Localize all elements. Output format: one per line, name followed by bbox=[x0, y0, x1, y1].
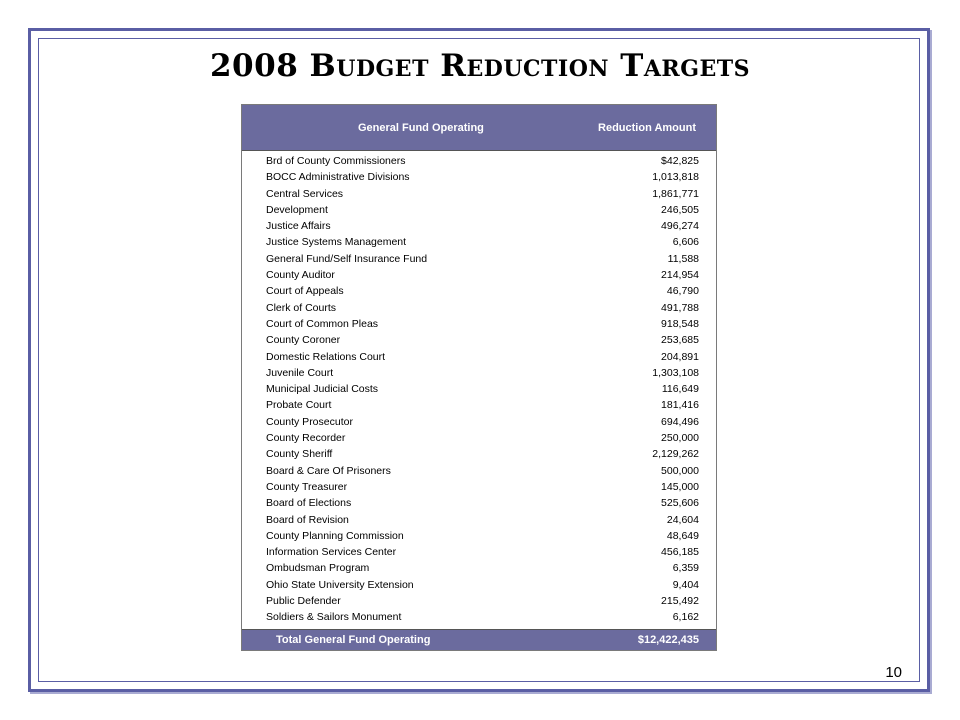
table-row bbox=[242, 397, 716, 413]
row-fund-name: Board of Revision bbox=[266, 513, 349, 526]
table-row bbox=[242, 512, 716, 528]
row-reduction-amount: $42,825 bbox=[661, 155, 699, 167]
row-reduction-amount: 24,604 bbox=[666, 513, 699, 526]
table-row bbox=[242, 577, 716, 593]
row-fund-name: County Planning Commission bbox=[266, 529, 404, 542]
page-number: 10 bbox=[885, 664, 902, 681]
row-fund-name: County Recorder bbox=[266, 432, 346, 445]
row-fund-name: Ohio State University Extension bbox=[266, 578, 414, 591]
total-amount: $12,422,435 bbox=[637, 634, 699, 646]
table-row bbox=[242, 251, 716, 267]
row-reduction-amount: 1,861,771 bbox=[652, 187, 699, 200]
table-row bbox=[242, 153, 716, 169]
column-header-amount: Reduction Amount bbox=[598, 122, 696, 134]
total-label: Total General Fund Operating bbox=[276, 634, 431, 646]
row-reduction-amount: 250,000 bbox=[661, 432, 699, 445]
row-reduction-amount: 694,496 bbox=[661, 415, 699, 428]
row-fund-name: Board of Elections bbox=[266, 497, 352, 510]
row-reduction-amount: 491,788 bbox=[661, 301, 699, 314]
table-row bbox=[242, 479, 716, 495]
row-fund-name: General Fund/Self Insurance Fund bbox=[266, 252, 428, 265]
row-fund-name: Domestic Relations Court bbox=[266, 350, 386, 363]
table-row bbox=[242, 463, 716, 479]
table-row bbox=[242, 544, 716, 560]
row-reduction-amount: 2,129,262 bbox=[652, 448, 699, 461]
table-row bbox=[242, 381, 716, 397]
table-total-row bbox=[242, 629, 716, 650]
row-reduction-amount: 48,649 bbox=[666, 529, 699, 542]
row-fund-name: Clerk of Courts bbox=[266, 301, 337, 314]
row-reduction-amount: 181,416 bbox=[661, 399, 699, 412]
row-reduction-amount: 215,492 bbox=[661, 595, 699, 608]
row-reduction-amount: 6,359 bbox=[672, 562, 699, 575]
row-reduction-amount: 6,606 bbox=[672, 236, 699, 249]
row-reduction-amount: 918,548 bbox=[661, 317, 699, 330]
table-row bbox=[242, 234, 716, 250]
row-fund-name: Justice Systems Management bbox=[266, 236, 407, 249]
table-row bbox=[242, 169, 716, 185]
row-reduction-amount: 500,000 bbox=[661, 464, 699, 477]
table-row bbox=[242, 332, 716, 348]
table-row bbox=[242, 528, 716, 544]
table-body bbox=[242, 153, 716, 626]
row-reduction-amount: 46,790 bbox=[666, 285, 699, 298]
row-fund-name: Central Services bbox=[266, 187, 344, 200]
row-fund-name: County Prosecutor bbox=[266, 415, 353, 428]
row-reduction-amount: 1,013,818 bbox=[652, 171, 699, 184]
row-reduction-amount: 145,000 bbox=[661, 480, 699, 493]
row-reduction-amount: 214,954 bbox=[661, 269, 699, 282]
row-fund-name: BOCC Administrative Divisions bbox=[266, 171, 410, 184]
table-row bbox=[242, 365, 716, 381]
row-reduction-amount: 456,185 bbox=[661, 546, 699, 559]
row-fund-name: Probate Court bbox=[266, 399, 332, 412]
row-fund-name: Court of Common Pleas bbox=[266, 317, 379, 330]
row-fund-name: Brd of County Commissioners bbox=[266, 155, 406, 167]
row-reduction-amount: 1,303,108 bbox=[652, 366, 699, 379]
row-reduction-amount: 525,606 bbox=[661, 497, 699, 510]
table-row bbox=[242, 430, 716, 446]
table-row bbox=[242, 495, 716, 511]
row-reduction-amount: 204,891 bbox=[661, 350, 699, 363]
table-row bbox=[242, 414, 716, 430]
row-fund-name: Justice Affairs bbox=[266, 220, 331, 233]
row-reduction-amount: 496,274 bbox=[661, 220, 699, 233]
row-fund-name: County Sheriff bbox=[266, 448, 333, 461]
table-row bbox=[242, 283, 716, 299]
row-fund-name: Ombudsman Program bbox=[266, 562, 370, 575]
column-header-fund: General Fund Operating bbox=[358, 122, 484, 134]
row-fund-name: Development bbox=[266, 203, 328, 216]
row-fund-name: Public Defender bbox=[266, 595, 341, 608]
row-fund-name: Municipal Judicial Costs bbox=[266, 383, 379, 396]
table-row bbox=[242, 218, 716, 234]
row-fund-name: Soldiers & Sailors Monument bbox=[266, 611, 402, 624]
row-reduction-amount: 6,162 bbox=[672, 611, 699, 624]
table-row bbox=[242, 593, 716, 609]
table-row bbox=[242, 560, 716, 576]
row-reduction-amount: 253,685 bbox=[661, 334, 699, 347]
row-fund-name: County Coroner bbox=[266, 334, 341, 347]
table-row bbox=[242, 349, 716, 365]
table-row bbox=[242, 267, 716, 283]
table-row bbox=[242, 186, 716, 202]
row-fund-name: Board & Care Of Prisoners bbox=[266, 464, 391, 477]
row-fund-name: Juvenile Court bbox=[266, 366, 334, 379]
row-reduction-amount: 246,505 bbox=[661, 203, 699, 216]
budget-table bbox=[241, 104, 717, 651]
table-row bbox=[242, 609, 716, 625]
row-fund-name: Information Services Center bbox=[266, 546, 397, 559]
table-row bbox=[242, 316, 716, 332]
table-header bbox=[242, 105, 716, 151]
row-reduction-amount: 11,588 bbox=[667, 252, 699, 265]
table-row bbox=[242, 202, 716, 218]
table-row bbox=[242, 446, 716, 462]
table-row bbox=[242, 300, 716, 316]
row-reduction-amount: 9,404 bbox=[672, 578, 699, 591]
row-fund-name: Court of Appeals bbox=[266, 285, 344, 298]
row-fund-name: County Treasurer bbox=[266, 480, 348, 493]
row-fund-name: County Auditor bbox=[266, 269, 335, 282]
page-title: 2008 Budget Reduction Targets bbox=[209, 48, 751, 84]
row-reduction-amount: 116,649 bbox=[661, 383, 699, 396]
